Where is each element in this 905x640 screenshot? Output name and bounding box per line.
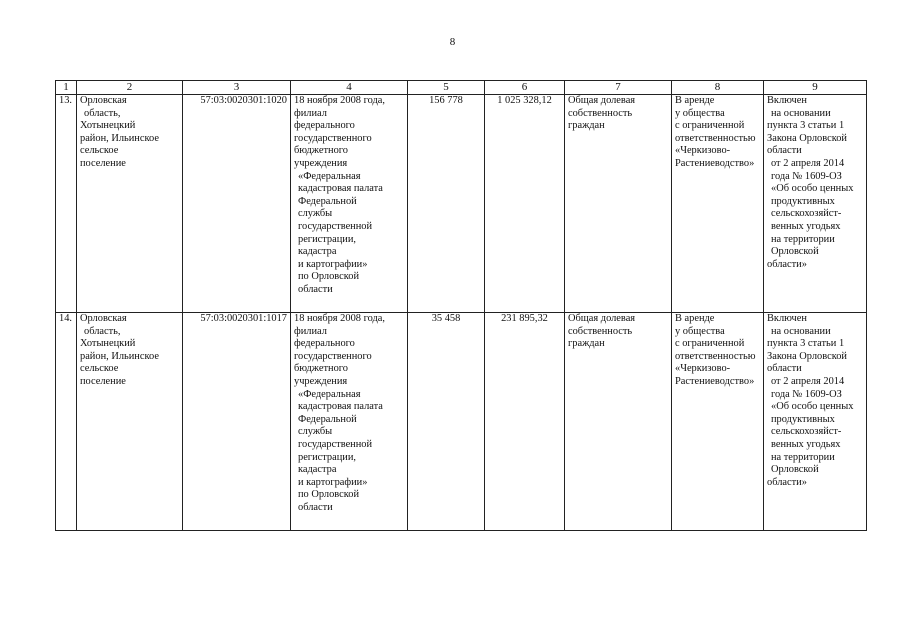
cell-text-line: года № 1609-ОЗ [771,388,842,400]
area-cell: 35 458 [408,313,485,531]
cell-text-line: на основании [771,107,831,119]
column-header: 3 [183,81,291,95]
cell-text-line: Общая долевая [568,95,636,106]
cell-text-line: Включен [767,95,807,106]
cell-text-line: сельское [80,363,119,375]
location-cell [77,313,183,531]
cell-text-line: области [298,501,333,513]
cell-text-line: пункта 3 статьи 1 [767,120,845,132]
cell-text-line: бюджетного [294,145,348,157]
cell-text-line: службы [298,426,333,438]
cell-text-line: филиал [294,325,327,337]
cell-text-line: Растениеводство» [675,157,755,169]
cell-text-line: области» [767,258,807,270]
cell-text-line: Закона Орловской [767,132,847,144]
cell-text-line: филиал [294,107,327,119]
column-header: 9 [764,81,867,95]
cell-text-line: от 2 апреля 2014 [771,375,845,387]
cell-text-line: государственного [294,132,372,144]
cell-text-line: бюджетного [294,363,348,375]
cell-text-line: граждан [568,120,605,132]
cell-text-line: граждан [568,338,605,350]
cell-text-line: Орловская [80,313,127,324]
cell-text-line: с ограниченной [675,120,745,132]
cadastral-number-cell: 57:03:0020301:1017 [183,313,291,531]
registration-date-cell [291,313,408,531]
cell-text-line: области» [767,476,807,488]
table-row [56,95,867,313]
land-registry-table [55,80,867,531]
cell-text-line: государственной [298,438,373,450]
cell-text-line: «Об особо ценных [771,183,854,195]
cell-text-line: службы [298,208,333,220]
cadastral-cost-cell: 231 895,32 [485,313,565,531]
column-header: 7 [565,81,672,95]
encumbrance-cell [672,95,764,313]
cell-text-line: Хотынецкий [80,338,136,350]
cell-text-line: сельское [80,145,119,157]
cell-text-line: учреждения [294,375,348,387]
cell-text-line: Включен [767,313,807,324]
column-header: 4 [291,81,408,95]
cell-text-line: Орловская [80,95,127,106]
area-cell: 156 778 [408,95,485,313]
header-row [56,81,867,95]
cell-text-line: учреждения [294,157,348,169]
cell-text-line: кадастра [298,464,337,476]
column-header: 5 [408,81,485,95]
cell-text-line: продуктивных [771,195,835,207]
cell-text-line: у общества [675,107,725,119]
column-header: 8 [672,81,764,95]
cell-text-line: пункта 3 статьи 1 [767,338,845,350]
row-number-cell: 13. [56,95,77,313]
cell-text-line: регистрации, [298,233,356,245]
cell-text-line: ответственностью [675,132,756,144]
cell-text-line: на территории [771,451,835,463]
cell-text-line: кадастровая палата [298,183,383,195]
cell-text-line: 18 ноября 2008 года, [294,95,385,106]
ownership-type-cell [565,313,672,531]
cell-text-line: область, [84,325,121,337]
cell-text-line: Растениеводство» [675,375,755,387]
note-cell [764,95,867,313]
cell-text-line: по Орловской [298,271,360,283]
cell-text-line: район, Ильинское [80,350,159,362]
cell-text-line: государственного [294,350,372,362]
cell-text-line: ответственностью [675,350,756,362]
column-header: 2 [77,81,183,95]
cell-text-line: В аренде [675,313,715,324]
cell-text-line: Орловской [771,464,819,476]
column-header: 1 [56,81,77,95]
cadastral-number-cell: 57:03:0020301:1020 [183,95,291,313]
cell-text-line: венных угодьях [771,438,841,450]
cell-text-line: с ограниченной [675,338,745,350]
cell-text-line: федерального [294,338,355,350]
cadastral-cost-cell: 1 025 328,12 [485,95,565,313]
location-cell [77,95,183,313]
cell-text-line: кадастра [298,246,337,258]
cell-text-line: 18 ноября 2008 года, [294,313,385,324]
cell-text-line: и картографии» [298,258,368,270]
cell-text-line: Федеральной [298,195,357,207]
cell-text-line: «Черкизово- [675,363,731,375]
cell-text-line: Федеральной [298,413,357,425]
cell-text-line: Хотынецкий [80,120,136,132]
row-number-cell: 14. [56,313,77,531]
cell-text-line: венных угодьях [771,220,841,232]
registration-date-cell [291,95,408,313]
cell-text-line: области [767,363,802,375]
cell-text-line: от 2 апреля 2014 [771,157,845,169]
cell-text-line: по Орловской [298,489,360,501]
cell-text-line: кадастровая палата [298,401,383,413]
cell-text-line: федерального [294,120,355,132]
cell-text-line: В аренде [675,95,715,106]
cell-text-line: области [767,145,802,157]
column-header: 6 [485,81,565,95]
cell-text-line: на основании [771,325,831,337]
table-row [56,313,867,531]
cell-text-line: регистрации, [298,451,356,463]
cell-text-line: собственность [568,107,633,119]
note-cell [764,313,867,531]
cell-text-line: у общества [675,325,725,337]
cell-text-line: поселение [80,375,126,387]
cell-text-line: и картографии» [298,476,368,488]
cell-text-line: Общая долевая [568,313,636,324]
cell-text-line: собственность [568,325,633,337]
cell-text-line: Орловской [771,246,819,258]
cell-text-line: области [298,283,333,295]
cell-text-line: «Федеральная [298,170,361,182]
cell-text-line: продуктивных [771,413,835,425]
cell-text-line: на территории [771,233,835,245]
cell-text-line: сельскохозяйст- [771,208,842,220]
cell-text-line: года № 1609-ОЗ [771,170,842,182]
cell-text-line: район, Ильинское [80,132,159,144]
cell-text-line: «Об особо ценных [771,401,854,413]
cell-text-line: «Федеральная [298,388,361,400]
cell-text-line: «Черкизово- [675,145,731,157]
encumbrance-cell [672,313,764,531]
ownership-type-cell [565,95,672,313]
cell-text-line: область, [84,107,121,119]
cell-text-line: Закона Орловской [767,350,847,362]
cell-text-line: поселение [80,157,126,169]
page-number: 8 [449,36,456,48]
cell-text-line: сельскохозяйст- [771,426,842,438]
cell-text-line: государственной [298,220,373,232]
